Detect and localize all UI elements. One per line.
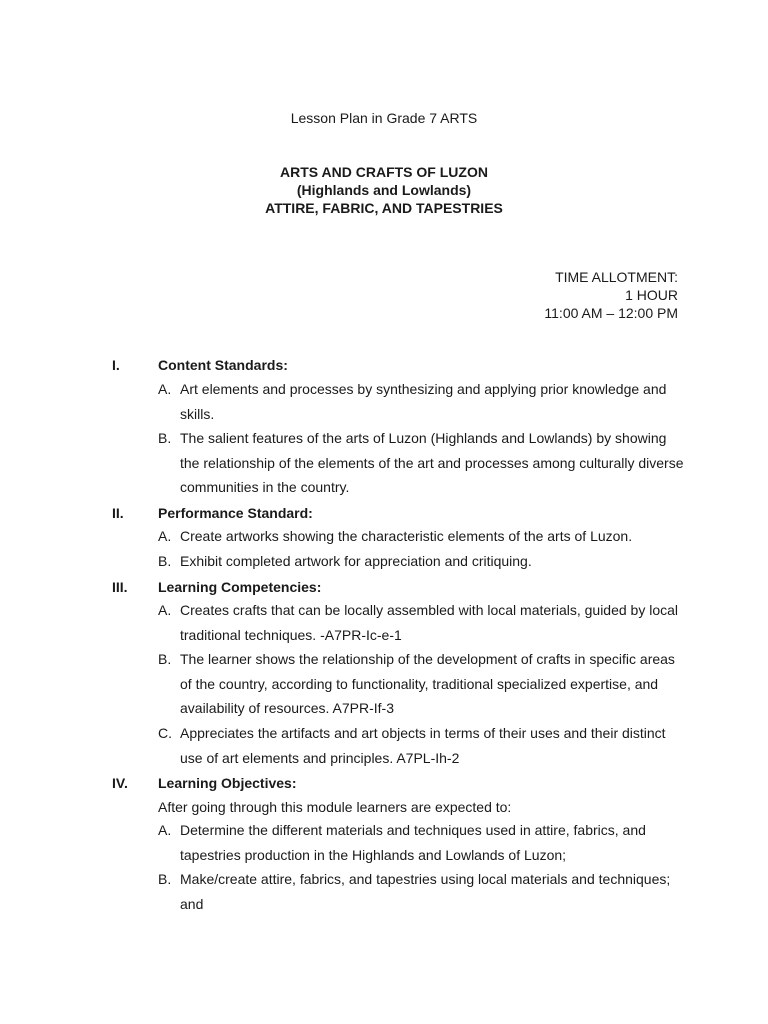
item-letter: B.	[158, 553, 172, 569]
list-item	[158, 867, 688, 916]
item-letter: C.	[158, 725, 172, 741]
item-letter: B.	[158, 430, 172, 446]
item-letter: A.	[158, 528, 172, 544]
item-text: The learner shows the relationship of the development of crafts in specific areas of the country, according to functionality, traditional specialized expertise, and availability of resources. A7PR-If-3	[180, 651, 675, 717]
item-text: Create artworks showing the characteristic elements of the arts of Luzon.	[180, 528, 633, 544]
section-number: IV.	[112, 775, 128, 791]
title-line-3: ATTIRE, FABRIC, AND TAPESTRIES	[265, 200, 503, 216]
item-letter: A.	[158, 602, 172, 618]
list-item	[158, 377, 688, 426]
time-allotment-label: TIME ALLOTMENT:	[555, 269, 678, 285]
time-schedule: 11:00 AM – 12:00 PM	[544, 305, 678, 321]
section-number: II.	[112, 505, 124, 521]
list-item	[158, 818, 688, 867]
list-item	[158, 647, 688, 721]
item-text: Make/create attire, fabrics, and tapestries using local materials and techniques; and	[180, 871, 671, 912]
item-text: Exhibit completed artwork for appreciation and critiquing.	[180, 553, 532, 569]
section-title: Performance Standard:	[158, 505, 313, 521]
lesson-title	[0, 163, 768, 217]
document-type: Lesson Plan in Grade 7 ARTS	[290, 110, 478, 126]
list-item	[158, 549, 688, 574]
item-letter: B.	[158, 871, 172, 887]
time-duration: 1 HOUR	[625, 287, 678, 303]
section-title: Learning Objectives:	[158, 775, 297, 791]
section-intro: After going through this module learners are expected to:	[158, 799, 512, 815]
list-item	[158, 598, 688, 647]
item-text: The salient features of the arts of Luzon (Highlands and Lowlands) by showing the relationship of the elements of the art and processes among culturally diverse communities in the country.	[180, 430, 684, 496]
section-number: III.	[112, 579, 128, 595]
list-item	[158, 721, 688, 770]
item-text: Determine the different materials and techniques used in attire, fabrics, and tapestries production in the Highlands and Lowlands of Luzon;	[180, 822, 646, 863]
item-text: Creates crafts that can be locally assembled with local materials, guided by local traditional techniques. -A7PR-Ic-e-1	[180, 602, 679, 643]
item-letter: A.	[158, 822, 172, 838]
section-title: Learning Competencies:	[158, 579, 322, 595]
title-line-2: (Highlands and Lowlands)	[296, 182, 472, 198]
title-line-1: ARTS AND CRAFTS OF LUZON	[280, 164, 488, 180]
list-item	[158, 524, 688, 549]
list-item	[158, 426, 688, 500]
section-title: Content Standards:	[158, 357, 288, 373]
item-text: Art elements and processes by synthesizing and applying prior knowledge and skills.	[180, 381, 667, 422]
item-letter: A.	[158, 381, 172, 397]
item-text: Appreciates the artifacts and art objects in terms of their uses and their distinct use of art elements and principles. A7PL-Ih-2	[180, 725, 666, 766]
section-number: I.	[112, 357, 120, 373]
time-allotment	[544, 268, 678, 322]
item-letter: B.	[158, 651, 172, 667]
